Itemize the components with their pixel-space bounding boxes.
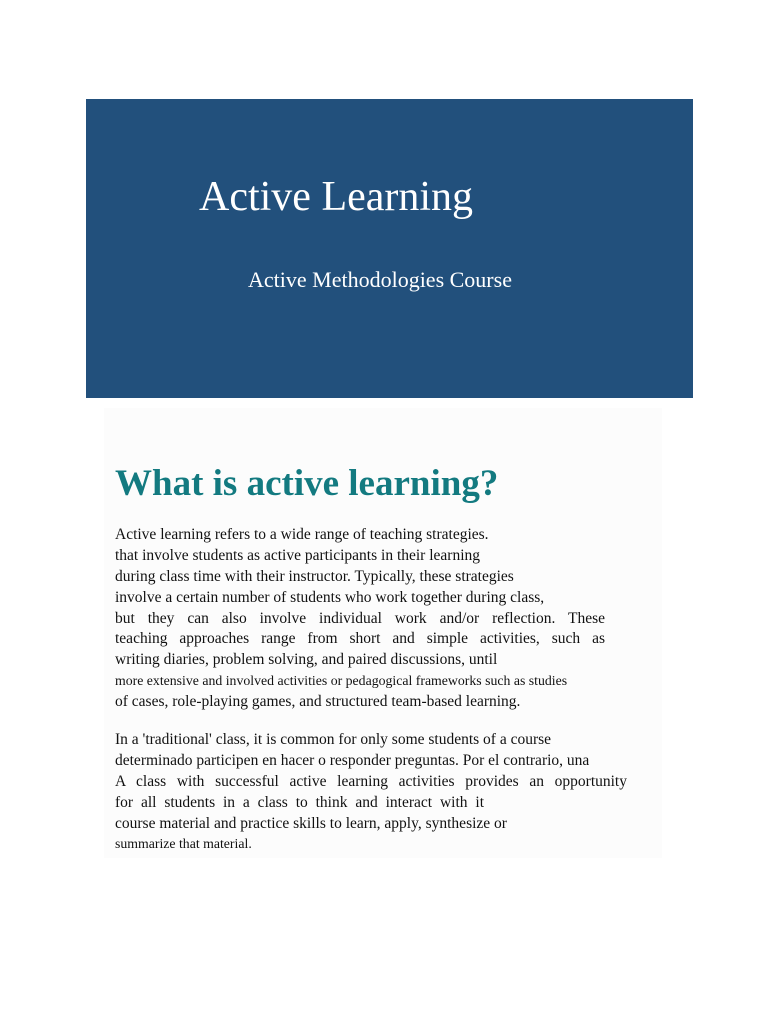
- paragraph-line: that involve students as active participants in their learning: [115, 546, 481, 564]
- banner-subtitle: Active Methodologies Course: [248, 267, 512, 292]
- paragraph-line: during class time with their instructor. Typically, these strategies: [115, 567, 514, 585]
- content-section: [104, 408, 662, 858]
- title-banner: [86, 99, 693, 398]
- paragraph-line: course material and practice skills to learn, apply, synthesize or: [115, 814, 507, 832]
- paragraph-line: teaching approaches range from short and simple activities, such as: [115, 630, 605, 648]
- paragraph-line: In a 'traditional' class, it is common for only some students of a course: [115, 731, 552, 748]
- section-heading: What is active learning?: [115, 463, 499, 504]
- paragraph-line: summarize that material.: [115, 836, 252, 852]
- paragraph-line: involve a certain number of students who work together during class,: [115, 588, 545, 606]
- paragraph-1: [115, 525, 605, 713]
- paragraph-line: A class with successful active learning activities provides an opportunity: [115, 772, 627, 790]
- paragraph-line: Active learning refers to a wide range of teaching strategies.: [115, 526, 489, 543]
- paragraph-line: of cases, role-playing games, and structured team-based learning.: [115, 693, 521, 711]
- paragraph-line: writing diaries, problem solving, and paired discussions, until: [115, 651, 498, 669]
- paragraph-line: but they can also involve individual work and/or reflection. These: [115, 609, 605, 627]
- paragraph-line: for all students in a class to think and interact with it: [115, 793, 485, 811]
- banner-title: Active Learning: [199, 174, 474, 220]
- paragraph-line: more extensive and involved activities or pedagogical frameworks such as studies: [115, 673, 568, 689]
- paragraph-line: determinado participen en hacer o responder preguntas. Por el contrario, una: [115, 751, 590, 769]
- paragraph-2: [115, 730, 627, 855]
